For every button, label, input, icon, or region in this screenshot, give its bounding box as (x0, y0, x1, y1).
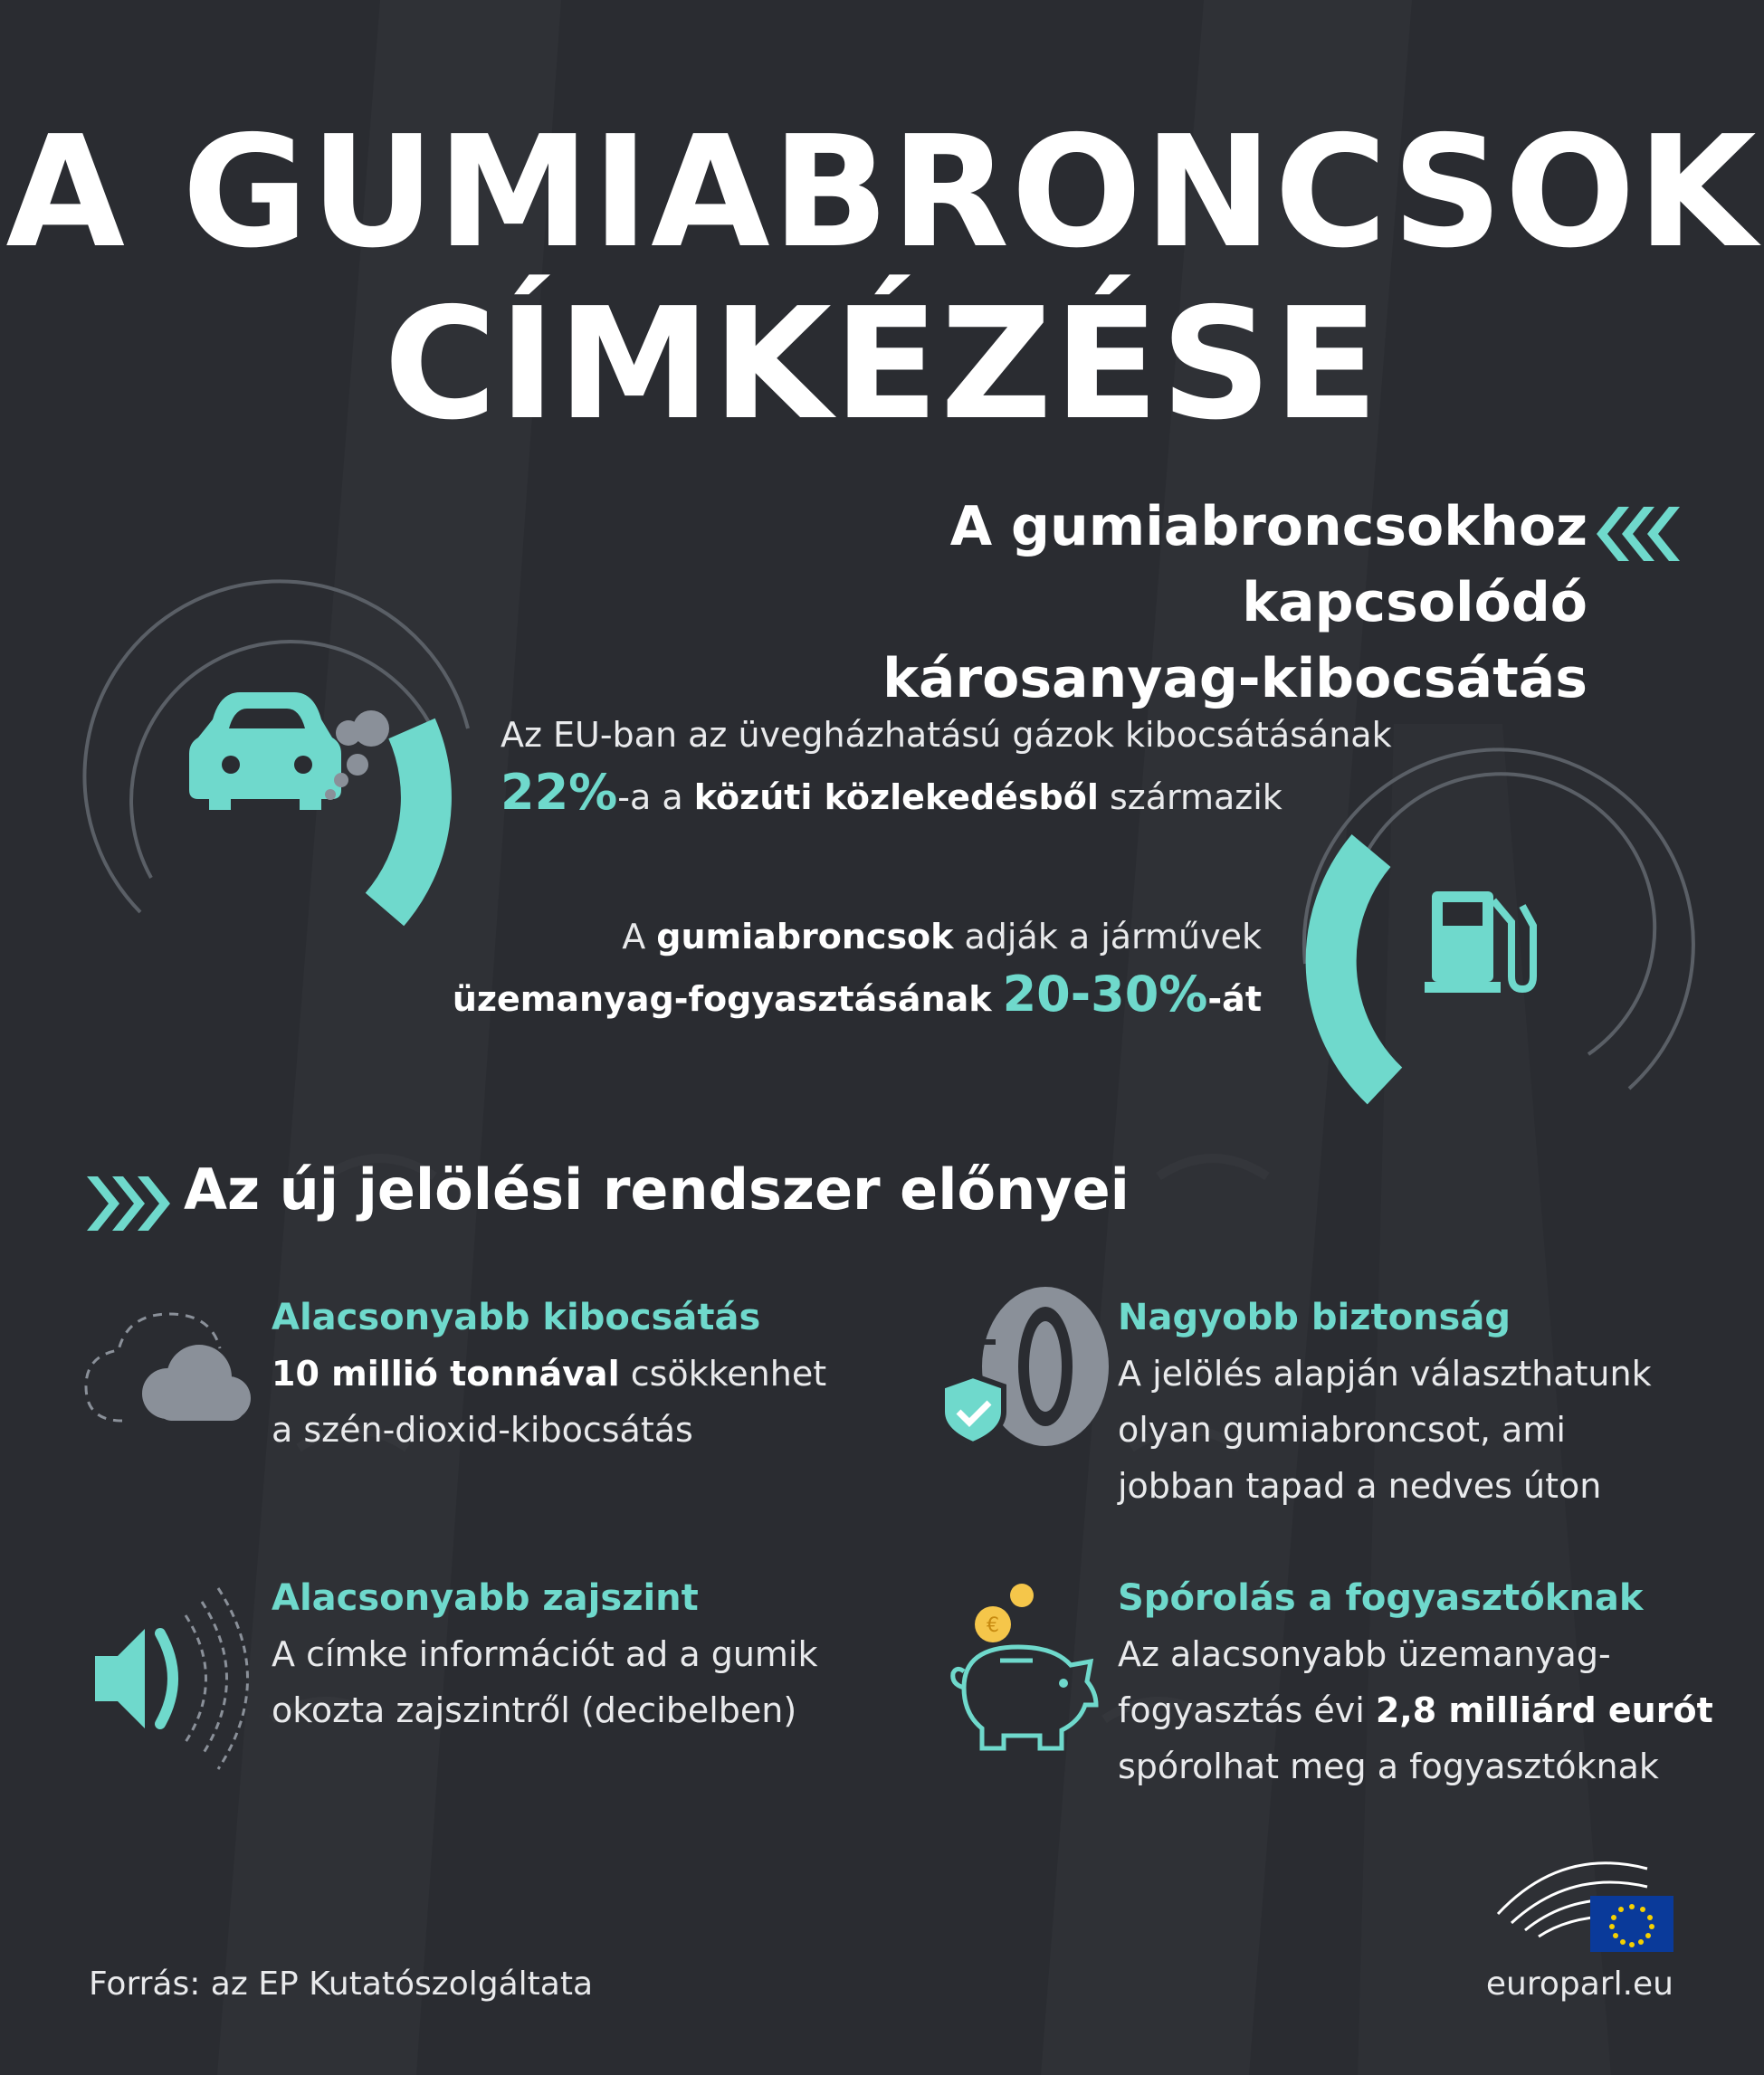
chevrons-right-icon (87, 1172, 174, 1235)
title-line-2: CÍMKÉZÉSE (383, 275, 1380, 454)
benefits-heading: Az új jelölési rendszer előnyei (184, 1156, 1130, 1223)
benefit-safety-line-3: jobban tapad a nedves úton (1118, 1466, 1602, 1506)
benefit-noise-title: Alacsonyabb zajszint (272, 1577, 699, 1619)
speaker-icon (95, 1588, 258, 1769)
fuel-stat-bold-b: üzemanyag-fogyasztásának (452, 979, 992, 1019)
fuel-stat-value: 20-30% (1002, 966, 1208, 1023)
emission-stat-text-a: Az EU-ban az üvegházhatású gázok kibocsátásának (501, 715, 1392, 755)
fuel-stat-text-c: -át (1207, 979, 1262, 1019)
source-note: Forrás: az EP Kutatószolgáltata (89, 1966, 593, 2003)
benefit-emission-text-b: a szén-dioxid-kibocsátás (272, 1410, 693, 1450)
car-icon (189, 692, 341, 810)
benefit-savings-bold: 2,8 milliárd eurót (1375, 1690, 1713, 1730)
benefit-savings-text-a: fogyasztás évi (1118, 1690, 1376, 1730)
fuel-stat-text-b: adják a járművek (953, 917, 1262, 957)
fuel-gauge (1285, 756, 1683, 1099)
benefit-safety-line-1: A jelölés alapján választhatunk (1118, 1354, 1652, 1394)
benefit-safety (1118, 1290, 1652, 1514)
emission-stat-value: 22% (501, 764, 618, 821)
benefit-savings-line-3: spórolhat meg a fogyasztóknak (1118, 1747, 1659, 1786)
tyre-shield-icon (937, 1285, 1118, 1448)
emission-stat-text-b: -a a (617, 777, 694, 817)
benefit-savings-line-1: Az alacsonyabb üzemanyag- (1118, 1634, 1611, 1674)
benefit-noise (272, 1570, 818, 1738)
benefit-safety-title: Nagyobb biztonság (1118, 1297, 1511, 1338)
site-link[interactable]: europarl.eu (1485, 1966, 1673, 2003)
benefit-savings (1118, 1570, 1713, 1794)
benefit-safety-line-2: olyan gumiabroncsot, ami (1118, 1410, 1566, 1450)
emissions-heading-line-1: A gumiabroncsokhoz kapcsolódó (949, 495, 1588, 634)
fuel-pump-icon (1425, 891, 1533, 993)
emission-stat (501, 706, 1406, 826)
cloud-icon (86, 1303, 258, 1430)
fuel-stat-bold-a: gumiabroncsok (656, 917, 954, 957)
benefit-savings-title: Spórolás a fogyasztóknak (1118, 1577, 1644, 1619)
benefit-noise-line-2: okozta zajszintről (decibelben) (272, 1690, 797, 1730)
fuel-stat (447, 908, 1262, 1028)
car-emission-gauge (86, 579, 484, 923)
emissions-heading-line-2: károsanyag-kibocsátás (882, 647, 1588, 710)
piggy-bank-icon (928, 1579, 1109, 1760)
fuel-stat-text-a: A (622, 917, 657, 957)
european-parliament-logo (1489, 1851, 1679, 1959)
emission-stat-text-c: származik (1098, 777, 1282, 817)
emission-stat-bold: közúti közlekedésből (693, 777, 1099, 817)
chevrons-left-icon (1593, 502, 1680, 566)
benefit-noise-line-1: A címke információt ad a gumik (272, 1634, 818, 1674)
svg-text:€: € (987, 1614, 999, 1637)
benefit-emission (272, 1290, 826, 1458)
title-line-1: A GUMIABRONCSOK (5, 103, 1759, 282)
benefit-emission-title: Alacsonyabb kibocsátás (272, 1297, 761, 1338)
benefit-emission-bold: 10 millió tonnával (272, 1354, 620, 1394)
benefit-emission-text-a: csökkenhet (619, 1354, 827, 1394)
emissions-heading (592, 489, 1588, 717)
